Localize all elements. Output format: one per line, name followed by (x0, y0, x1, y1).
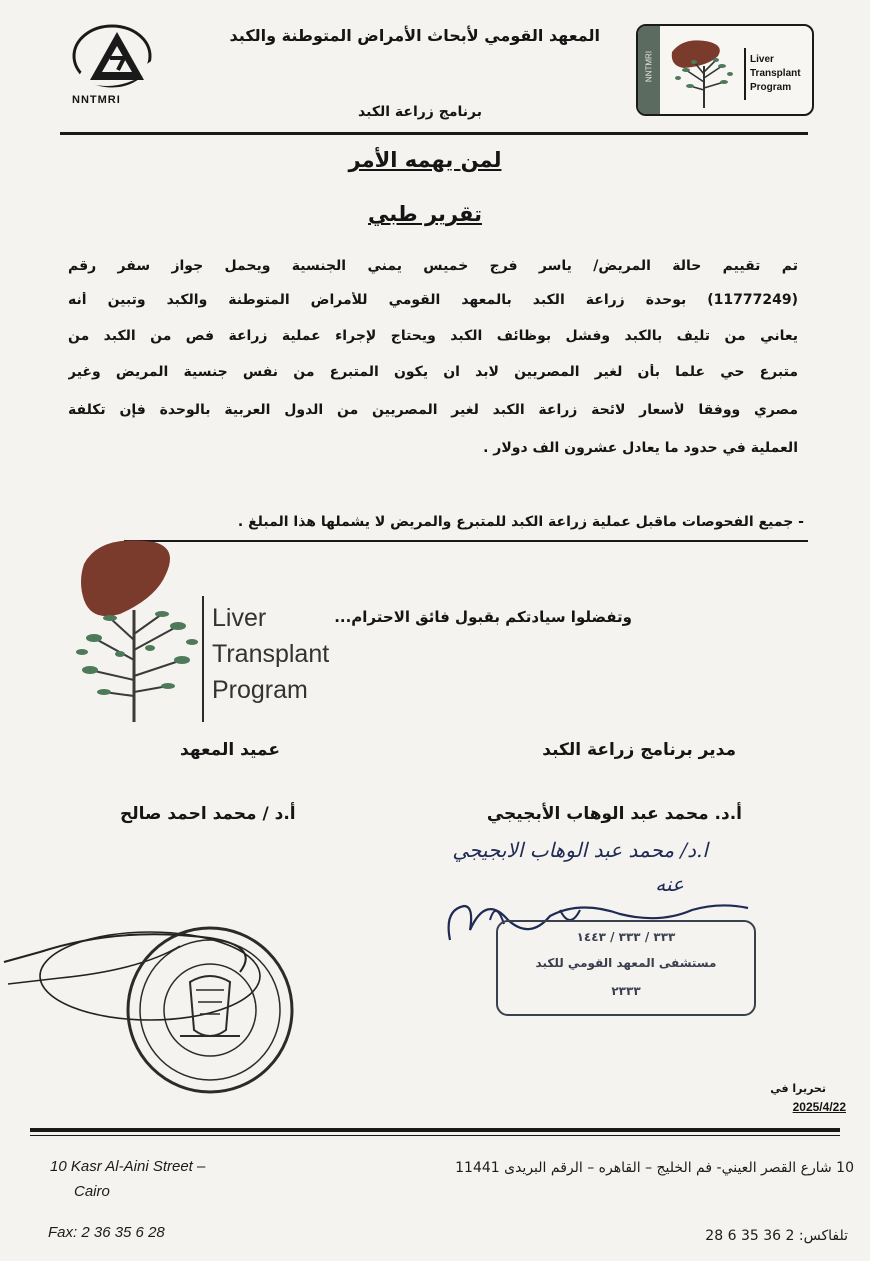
liver-transplant-program-logo (636, 24, 814, 116)
logo-text-line-2: Transplant (750, 68, 801, 79)
issue-date: 2025/4/22 (792, 1100, 846, 1114)
dean-title: عميد المعهد (180, 740, 280, 760)
body-line-2: (11777249) بوحدة زراعة الكبد بالمعهد القومي للأمراض المتوطنة والكبد وتبين أنه (68, 292, 798, 308)
costs-note: - جميع الفحوصات ماقبل عملية زراعة الكبد للمتبرع والمريض لا يشملها هذا المبلغ . (237, 514, 804, 530)
institute-name: المعهد القومي لأبحاث الأمراض المتوطنة والكبد (229, 26, 600, 45)
body-line-3: يعاني من تليف بالكبد وفشل بوظائف الكبد ويحتاج لإجراء عملية زراعة فص من الكبد من (68, 328, 798, 344)
header-divider (60, 132, 808, 135)
body-line-1: تم تقييم حالة المريض/ ياسر فرج خميس يمني الجنسية ويحمل جواز سفر رقم (68, 258, 798, 274)
salutation: لمن يهمه الأمر (348, 148, 502, 172)
date-label: تحريرا في (770, 1082, 826, 1095)
report-title: تقرير طبي (368, 202, 482, 226)
watermark-line-2: Transplant (212, 640, 330, 668)
stamp-line-2: مستشفى المعهد القومي للكبد (535, 956, 717, 970)
logo-side-text: NNTMRI (644, 50, 654, 83)
handwritten-on-behalf: عنه (655, 872, 684, 896)
left-logo-caption: NNTMRI (72, 94, 121, 106)
closing-phrase: وتفضلوا سيادتكم بقبول فائق الاحترام... (334, 608, 632, 626)
watermark-line-3: Program (212, 676, 308, 704)
body-line-5: مصري ووفقا لأسعار لائحة زراعة الكبد لغير المصريين من الدول العربية بالوحدة فإن تكلفة (68, 402, 798, 418)
body-line-6: العملية في حدود ما يعادل عشرون الف دولار . (483, 440, 798, 456)
watermark-divider (202, 596, 204, 722)
footer-divider-thick (30, 1128, 840, 1132)
body-line-4: متبرع حي علما بأن لغير المصريين لابد ان يكون المتبرع من نفس جنسية المريض وغير (68, 364, 798, 380)
handwritten-name: ا.د/ محمد عبد الوهاب الابجيجي (452, 838, 708, 862)
liver-tree-watermark-icon (70, 530, 210, 726)
liver-tree-icon (664, 32, 744, 110)
rectangular-stamp (496, 920, 756, 1016)
address-en-line-2: Cairo (74, 1183, 110, 1200)
fax-ar: تلفاكس: 2 36 35 6 28 (705, 1228, 848, 1244)
program-name: برنامج زراعة الكبد (358, 104, 482, 120)
fax-en: Fax: 2 36 35 6 28 (48, 1224, 165, 1241)
program-watermark-logo (70, 530, 330, 730)
program-director-name: أ.د. محمد عبد الوهاب الأبجيجي (486, 804, 742, 824)
watermark-line-1: Liver (212, 604, 267, 632)
logo-text-line-3: Program (750, 82, 792, 93)
footer-divider-thin (30, 1135, 840, 1136)
logo-divider (744, 48, 746, 100)
stamp-line-3: ٢٣٣٣ (611, 984, 641, 998)
logo-text-line-1: Liver (750, 54, 774, 65)
dean-name: أ.د / محمد احمد صالح (120, 804, 296, 824)
program-director-title: مدير برنامج زراعة الكبد (542, 740, 736, 760)
stamp-line-1: ٣٣٣ / ٣٣٣ / ١٤٤٣ (576, 930, 676, 944)
address-ar: 10 شارع القصر العيني- فم الخليج – القاهره – الرقم البريدى 11441 (455, 1160, 854, 1176)
address-en-line-1: 10 Kasr Al-Aini Street – (50, 1158, 206, 1175)
official-round-seal-icon (0, 886, 300, 1106)
